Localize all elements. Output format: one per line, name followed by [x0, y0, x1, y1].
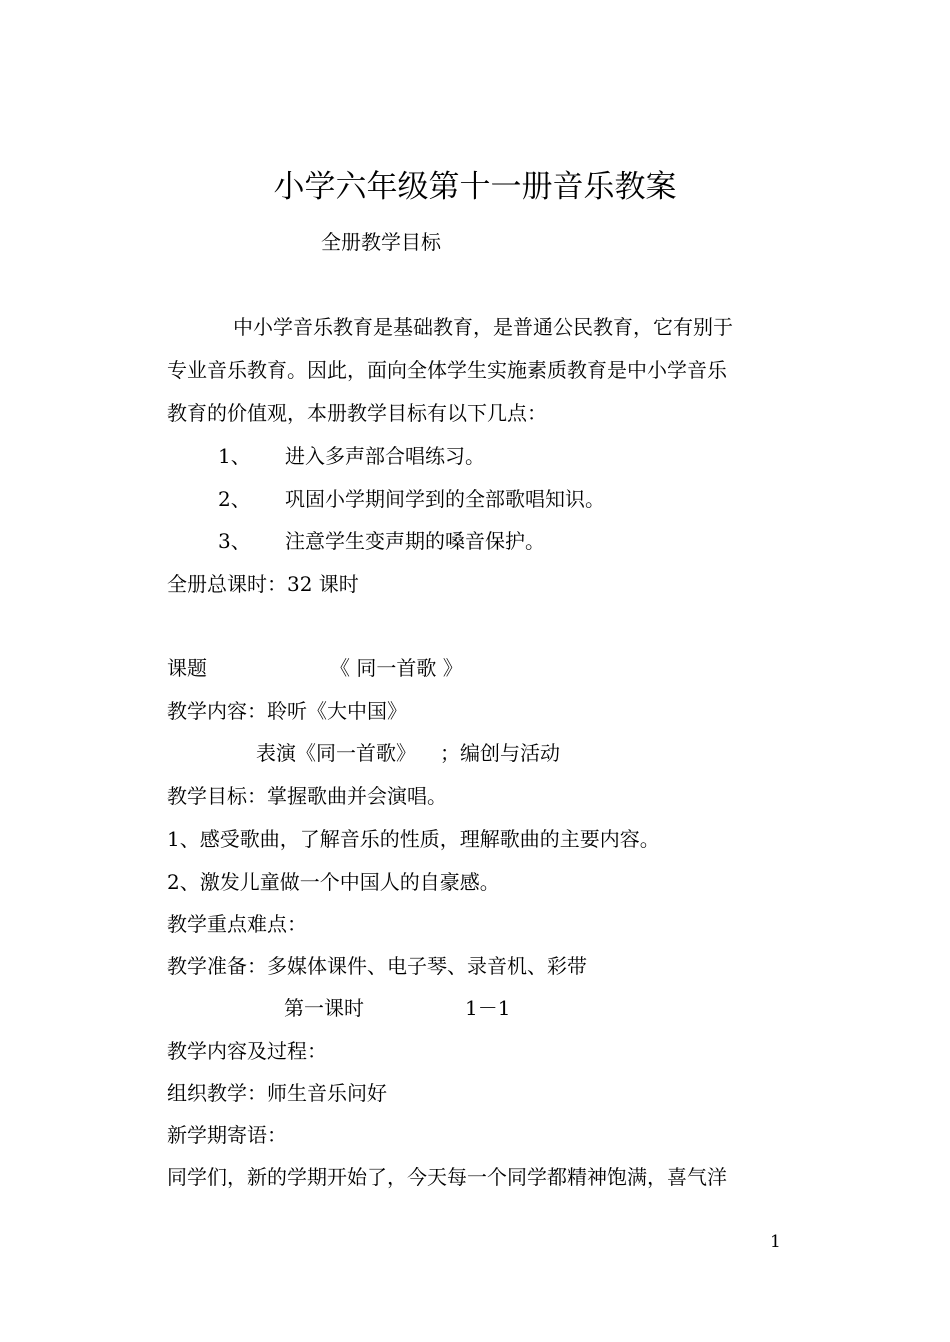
lesson-message-label: 新学期寄语： [167, 1123, 287, 1147]
lesson-message-text: 同学们，新的学期开始了，今天每一个同学都精神饱满，喜气洋 [167, 1165, 727, 1189]
page-number: 1 [770, 1232, 781, 1252]
goal-1-text: 进入多声部合唱练习。 [285, 444, 485, 468]
intro-paragraph-line-3: 教育的价值观，本册教学目标有以下几点： [167, 401, 547, 425]
intro-paragraph-line-1: 中小学音乐教育是基础教育，是普通公民教育，它有别于 [233, 315, 733, 339]
lesson-objective-2: 2、激发儿童做一个中国人的自豪感。 [167, 870, 500, 894]
document-title: 小学六年级第十一册音乐教案 [273, 169, 677, 205]
lesson-key-points: 教学重点难点： [167, 912, 307, 936]
section-subtitle: 全册教学目标 [321, 230, 441, 254]
lesson-topic-label: 课题 [167, 656, 207, 680]
lesson-content-line-1: 教学内容：聆听《大中国》 [167, 699, 407, 723]
intro-paragraph-line-2: 专业音乐教育。因此，面向全体学生实施素质教育是中小学音乐 [167, 358, 727, 382]
lesson-content-activity: ；编创与活动 [440, 741, 560, 765]
lesson-objective: 教学目标：掌握歌曲并会演唱。 [167, 784, 447, 808]
lesson-objective-1: 1、感受歌曲，了解音乐的性质，理解歌曲的主要内容。 [167, 827, 660, 851]
total-hours: 全册总课时：32 课时 [167, 572, 359, 596]
goal-3-number: 3、 [218, 529, 251, 553]
goal-2-number: 2、 [218, 487, 251, 511]
goal-3-text: 注意学生变声期的嗓音保护。 [285, 529, 545, 553]
goal-1-number: 1、 [218, 444, 251, 468]
lesson-process: 教学内容及过程： [167, 1039, 327, 1063]
lesson-period-label: 第一课时 [284, 996, 364, 1020]
lesson-topic-value: 《 同一首歌 》 [330, 656, 463, 680]
lesson-period-code: 1－1 [465, 996, 511, 1020]
goal-2-text: 巩固小学期间学到的全部歌唱知识。 [285, 487, 605, 511]
lesson-preparation: 教学准备：多媒体课件、电子琴、录音机、彩带 [167, 954, 587, 978]
lesson-content-performance: 表演《同一首歌》 [256, 741, 416, 765]
lesson-organize: 组织教学：师生音乐问好 [167, 1081, 387, 1105]
